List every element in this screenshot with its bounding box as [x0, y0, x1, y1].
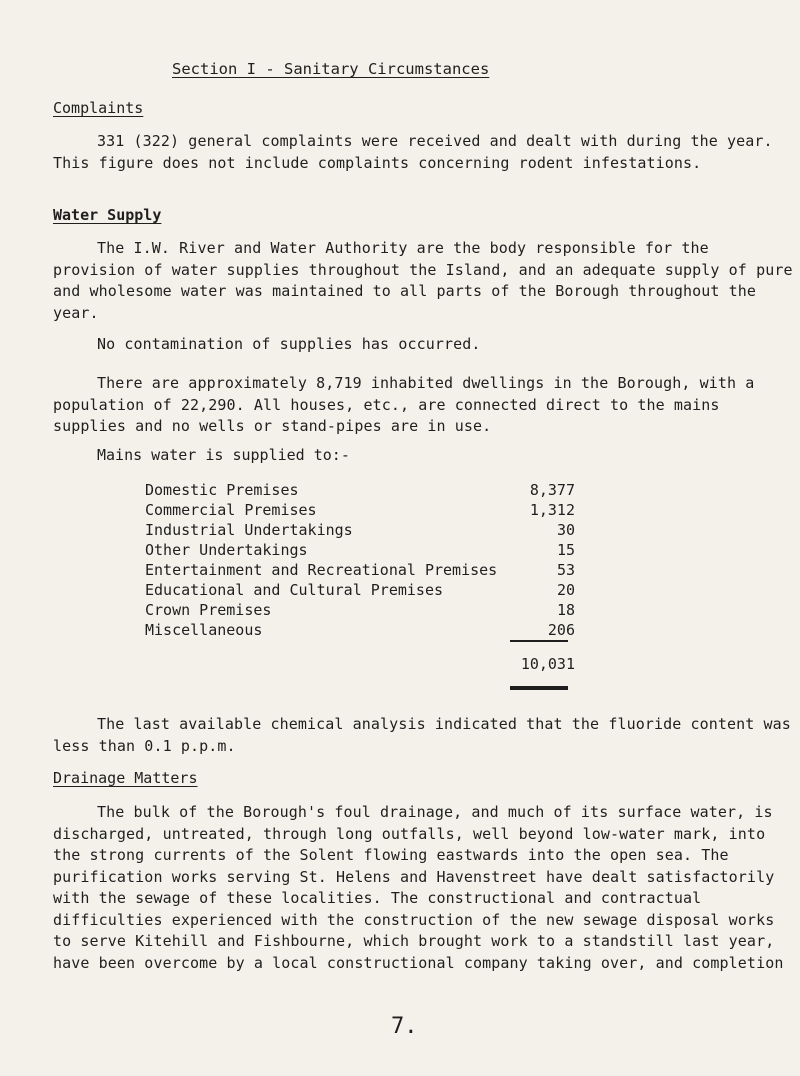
premises-row	[145, 560, 575, 580]
mains-supply-intro: Mains water is supplied to:-	[97, 446, 350, 464]
premises-row	[145, 520, 575, 540]
premises-row	[145, 580, 575, 600]
premises-value: 1,312	[529, 501, 575, 519]
total-rule	[510, 686, 568, 690]
premises-label: Industrial Undertakings	[145, 521, 353, 539]
premises-row	[145, 540, 575, 560]
premises-label: Educational and Cultural Premises	[145, 581, 444, 599]
water-supply-paragraph-1: The I.W. River and Water Authority are the body responsible for the provision of water supplies throughout the Island, and an adequate supply of pure and wholesome water was maintained to all parts of the Borough throughout the year.	[53, 239, 793, 322]
premises-label: Entertainment and Recreational Premises	[145, 561, 498, 579]
premises-value: 20	[556, 581, 575, 599]
premises-value: 30	[556, 521, 575, 539]
complaints-heading: Complaints	[53, 99, 144, 117]
drainage-heading: Drainage Matters	[53, 769, 198, 787]
premises-value: 53	[556, 561, 575, 579]
premises-row	[145, 600, 575, 620]
premises-label: Crown Premises	[145, 601, 272, 619]
drainage-paragraph: The bulk of the Borough's foul drainage, and much of its surface water, is discharged, untreated, through long outfalls, well beyond low-water mark, into the strong currents of the Solent flowing eastwards into the open sea. The purification works serving St. Helens and Havenstreet have dealt satisfactorily with the sewage of these localities. The constructional and contractual difficulties experienced with the construction of the new sewage disposal works to serve Kitehill and Fishbourne, which brought work to a standstill last year, have been overcome by a local constructional company taking over, and completion	[53, 803, 784, 972]
water-supply-paragraph-2: No contamination of supplies has occurred.	[97, 335, 481, 353]
page-number: 7.	[391, 1014, 418, 1039]
premises-label: Domestic Premises	[145, 481, 299, 499]
premises-total-row	[145, 654, 575, 674]
water-supply-heading: Water Supply	[53, 206, 162, 224]
premises-label: Commercial Premises	[145, 501, 317, 519]
premises-value: 206	[547, 621, 575, 639]
premises-value: 15	[556, 541, 575, 559]
premises-row	[145, 620, 575, 640]
fluoride-paragraph: The last available chemical analysis indicated that the fluoride content was less than 0.1 p.p.m.	[53, 715, 791, 755]
complaints-paragraph: 331 (322) general complaints were received and dealt with during the year. This figure does not include complaints concerning rodent infestations.	[53, 132, 773, 172]
subtotal-rule	[510, 640, 568, 642]
premises-total: 10,031	[520, 655, 575, 673]
water-supply-paragraph-3: There are approximately 8,719 inhabited dwellings in the Borough, with a population of 22,290. All houses, etc., are connected direct to the mains supplies and no wells or stand-pipes are in use.	[53, 374, 755, 435]
premises-value: 8,377	[529, 481, 575, 499]
premises-value: 18	[556, 601, 575, 619]
premises-label: Miscellaneous	[145, 621, 263, 639]
premises-row	[145, 500, 575, 520]
premises-row	[145, 480, 575, 500]
section-heading: Section I - Sanitary Circumstances	[172, 60, 490, 78]
premises-label: Other Undertakings	[145, 541, 308, 559]
